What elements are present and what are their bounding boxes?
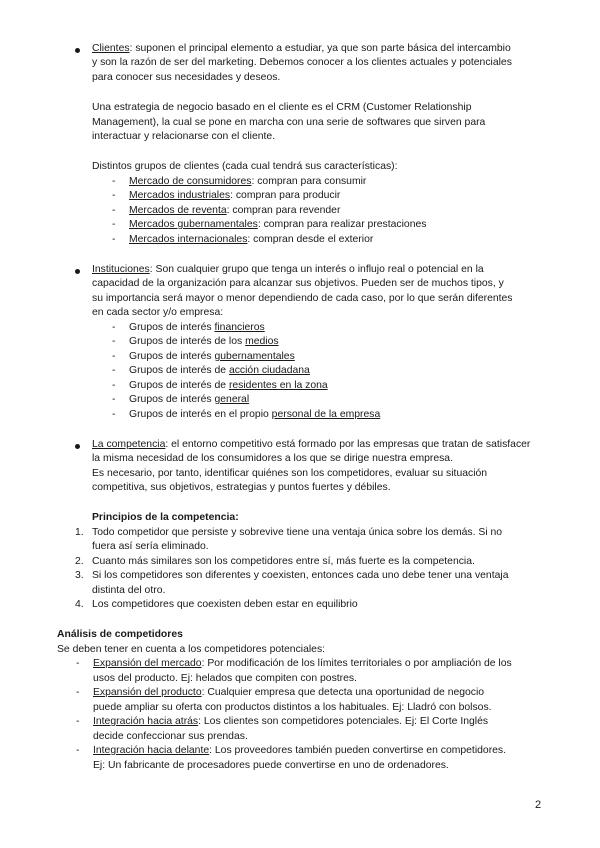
interest-group-item: Grupos de interés financieros — [129, 322, 265, 333]
interest-group-item: Grupos de interés de los medios — [129, 336, 279, 347]
analisis-item: Integración hacia delante: Los proveedores también pueden convertirse en competidores. — [93, 745, 507, 756]
principle-item-cont: distinta del otro. — [92, 585, 166, 596]
analisis-item-cont: puede ampliar su oferta con productos distintos a los habituales. Ej: Lladró con bolsos. — [93, 702, 492, 713]
principle-item-cont: fuera así sería eliminado. — [92, 541, 209, 552]
competencia-line-4: competitiva, sus objetivos, estrategias y puntos fuertes y débiles. — [92, 482, 391, 493]
analisis-item: Integración hacia atrás: Los clientes son competidores potenciales. Ej: El Corte Inglés — [93, 716, 489, 727]
principle-item: Cuanto más similares son los competidores entre sí, más fuerte es la competencia. — [92, 556, 475, 567]
analisis-item: Expansión del mercado: Por modificación de los límites territoriales o por ampliación de los — [93, 658, 512, 669]
bullet-icon — [75, 48, 80, 53]
client-group-item: Mercados de reventa: compran para revender — [129, 205, 341, 216]
client-groups-intro: Distintos grupos de clientes (cada cual tendrá sus características): — [92, 161, 398, 172]
instituciones-line-1: Instituciones: Son cualquier grupo que tenga un interés o influjo real o potencial en la — [92, 264, 484, 275]
crm-line-1: Una estrategia de negocio basado en el cliente es el CRM (Customer Relationship — [92, 102, 472, 113]
interest-group-item: Grupos de interés de acción ciudadana — [129, 365, 310, 376]
client-group-item: Mercado de consumidores: compran para consumir — [129, 176, 367, 187]
client-group-item: Mercados internacionales: compran desde el exterior — [129, 234, 374, 245]
analisis-item-cont: usos del producto. Ej: helados que compiten con postres. — [93, 673, 357, 684]
competencia-term: La competencia — [92, 439, 166, 450]
crm-line-2: Management), la cual se pone en marcha con una serie de softwares que sirven para — [92, 117, 486, 128]
crm-line-3: interactuar y relacionarse con el cliente. — [92, 131, 276, 142]
principle-item: Si los competidores son diferentes y coexisten, entonces cada uno debe tener una ventaja — [92, 570, 509, 581]
clientes-term: Clientes — [92, 43, 130, 54]
clientes-line-3: para conocer sus necesidades y deseos. — [92, 72, 281, 83]
interest-group-item: Grupos de interés general — [129, 394, 250, 405]
bullet-icon — [75, 269, 80, 274]
bullet-icon — [75, 444, 80, 449]
analisis-intro: Se deben tener en cuenta a los competidores potenciales: — [57, 644, 326, 655]
interest-group-item: Grupos de interés en el propio personal de la empresa — [129, 409, 381, 420]
instituciones-line-3: su importancia será mayor o menor dependiendo de cada caso, por lo que serán diferentes — [92, 293, 513, 304]
interest-group-item: Grupos de interés de residentes en la zona — [129, 380, 328, 391]
page-number: 2 — [535, 799, 542, 811]
analisis-item: Expansión del producto: Cualquier empresa que detecta una oportunidad de negocio — [93, 687, 485, 698]
analisis-item-cont: Ej: Un fabricante de procesadores puede convertirse en uno de ordenadores. — [93, 760, 449, 771]
principles-title: Principios de la competencia: — [92, 512, 239, 523]
document-page: Clientes: suponen el principal elemento a estudiar, ya que son parte básica del intercambio y son la razón de ser del marketing. Debemos conocer a los clientes actuales y potenciales para conocer sus necesidades y deseos. Una estrategia de negocio basado en el cliente es el CRM (Customer Relationship Management), la cual se pone en marcha con una serie de softwares que sirven para interactuar y relacionarse con el cliente. Distintos grupos de clientes (cada cual tendrá sus características): - Mercado de consumidores: compran para consumir - Mercados industriales: compran para producir - Mercados de reventa: compran para revender - Mercados gubernamentales: compran para realizar prestaciones - Mercados internacionales: compran desde el exterior Instituciones: Son cualquier grupo que tenga un interés o influjo real o potencial en la capacidad de la organización para alcanzar sus objetivos. Pueden ser de muchos tipos, y su importancia será mayor o menor dependiendo de cada caso, por lo que serán diferentes en cada sector y/o empresa: - Grupos de interés financieros - Grupos de interés de los medios - Grupos de interés gubernamentales - Grupos de interés de acción ciudadana - Grupos de interés de residentes en la zona - Grupos de interés general - Grupos de interés en el propio personal de la empresa La competencia: el entorno competitivo está formado por las empresas que tratan de satisfacer la misma necesidad de los consumidores a los que se dirige nuestra empresa. Es necesario, por tanto, identificar quiénes son los competidores, evaluar su situación competitiva, sus objetivos, estrategias y puntos fuertes y débiles. Principios de la competencia: 1. Todo competidor que persiste y sobrevive tiene una ventaja única sobre los demás. Si no fuera así sería eliminado. 2. Cuanto más similares son los competidores entre sí, más fuerte es la competencia. 3. Si los competidores son diferentes y coexisten, entonces cada uno debe tener una ventaja distinta del otro. 4. Los competidores que coexisten deben estar en equilibrio Análisis de competidores Se deben tener en cuenta a los competidores potenciales: - Expansión del mercado: Por modificación de los límites territoriales o por ampliación de los usos del producto. Ej: helados que compiten con postres. - Expansión del producto: Cualquier empresa que detecta una oportunidad de negocio puede ampliar su oferta con productos distintos a los habituales. Ej: Lladró con bolsos. - Integración hacia atrás: Los clientes son competidores potenciales. Ej: El Corte Inglés decide confeccionar sus prendas. - Integración hacia delante: Los proveedores también pueden convertirse en competidores. Ej: Un fabricante de procesadores puede convertirse en uno de ordenadores. 2 — [57, 43, 542, 811]
competencia-line-1: La competencia: el entorno competitivo está formado por las empresas que tratan de satisfacer — [92, 439, 531, 450]
instituciones-term: Instituciones — [92, 264, 150, 275]
competencia-line-2: la misma necesidad de los consumidores a los que se dirige nuestra empresa. — [92, 453, 453, 464]
clientes-line-2: y son la razón de ser del marketing. Debemos conocer a los clientes actuales y potenciales — [92, 57, 512, 68]
analisis-item-cont: decide confeccionar sus prendas. — [93, 731, 248, 742]
clientes-line-1: Clientes: suponen el principal elemento a estudiar, ya que son parte básica del intercambio — [92, 43, 511, 54]
client-group-item: Mercados gubernamentales: compran para realizar prestaciones — [129, 219, 427, 230]
interest-group-item: Grupos de interés gubernamentales — [129, 351, 295, 362]
client-group-item: Mercados industriales: compran para producir — [129, 190, 341, 201]
principle-item: Todo competidor que persiste y sobrevive tiene una ventaja única sobre los demás. Si no — [92, 527, 503, 538]
instituciones-line-2: capacidad de la organización para alcanzar sus objetivos. Pueden ser de muchos tipos, y — [92, 278, 504, 289]
competencia-line-3: Es necesario, por tanto, identificar quiénes son los competidores, evaluar su situación — [92, 468, 488, 479]
instituciones-line-4: en cada sector y/o empresa: — [92, 307, 224, 318]
analisis-title: Análisis de competidores — [57, 629, 183, 640]
principle-item: Los competidores que coexisten deben estar en equilibrio — [92, 599, 358, 610]
